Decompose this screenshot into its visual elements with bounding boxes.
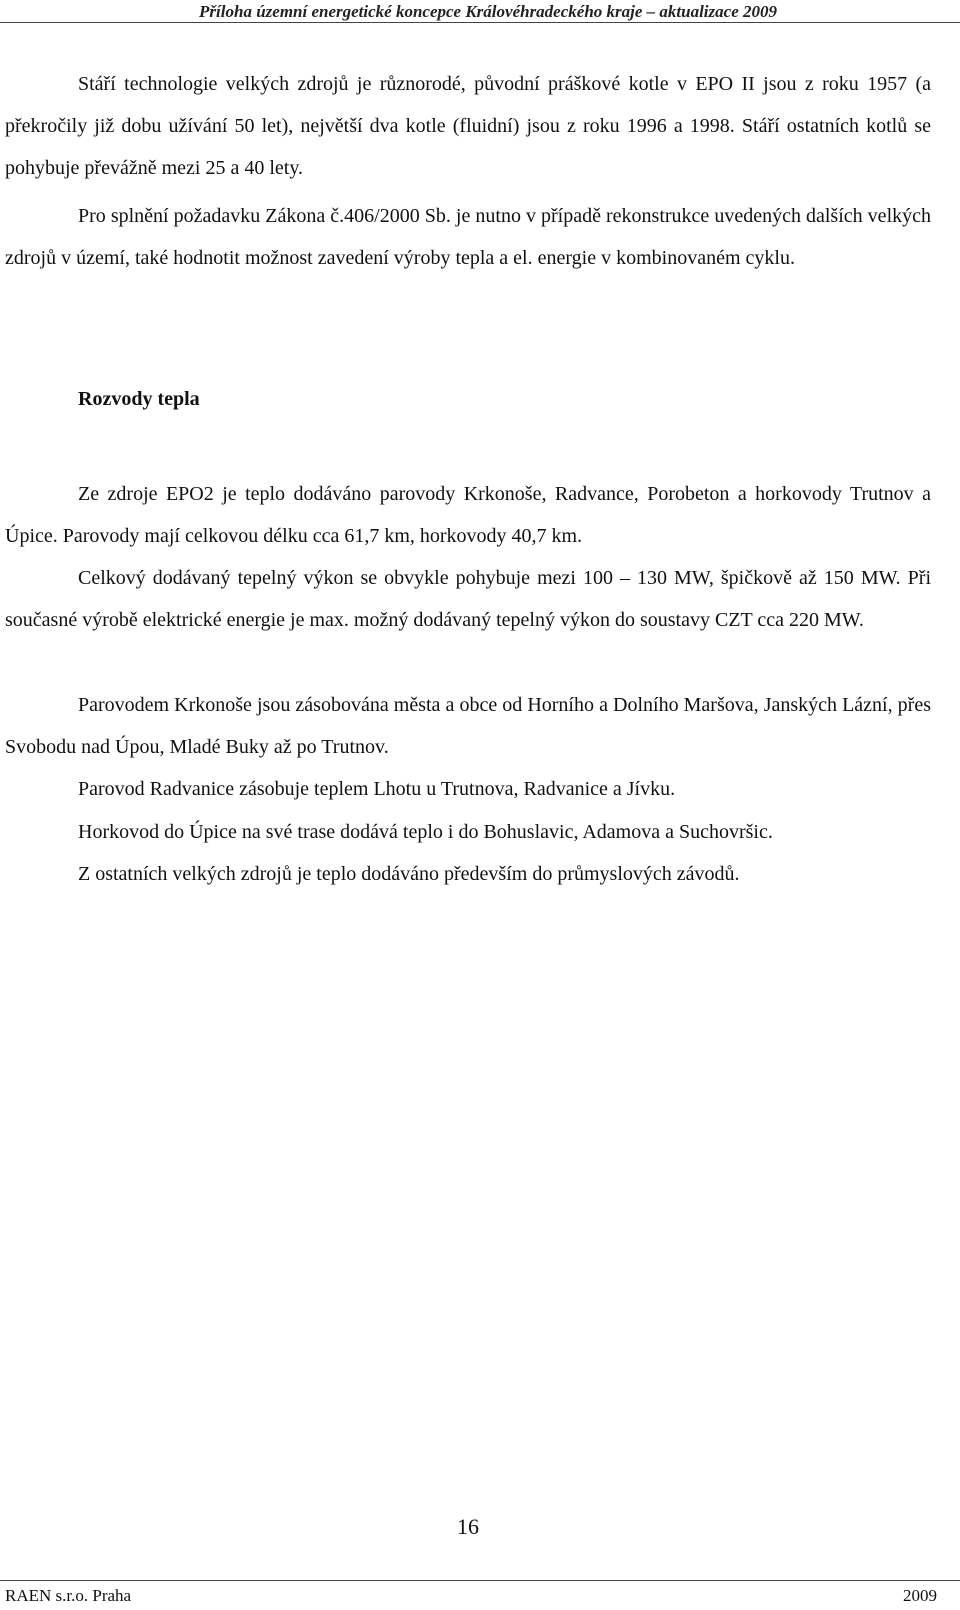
footer-year: 2009 [903, 1586, 937, 1605]
section-heading: Rozvody tepla [78, 388, 200, 410]
footer-company: RAEN s.r.o. Praha [5, 1586, 132, 1605]
paragraph-law-requirement: Pro splnění požadavku Zákona č.406/2000 Sb. je nutno v případě rekonstrukce uvedených dalších velkých zdrojů v území, také hodnotit možnost zavedení výroby tepla a el. energie v kombinovaném cyklu. [5, 205, 931, 269]
page-number: 16 [457, 1514, 479, 1539]
paragraph-technology-age: Stáří technologie velkých zdrojů je různorodé, původní práškové kotle v EPO II jsou z roku 1957 (a překročily již dobu užívání 50 let), největší dva kotle (fluidní) jsou z roku 1996 a 1998. Stáří ostatních kotlů se pohybuje převážně mezi 25 a 40 lety. [5, 73, 931, 179]
paragraph-krkonose-pipeline: Parovodem Krkonoše jsou zásobována města a obce od Horního a Dolního Maršova, Janských Lázní, přes Svobodu nad Úpou, Mladé Buky až po Trutnov. [5, 694, 931, 758]
page-header [0, 0, 960, 23]
paragraph-heat-sources: Ze zdroje EPO2 je teplo dodáváno parovody Krkonoše, Radvance, Porobeton a horkovody Trutnov a Úpice. Parovody mají celkovou délku cca 61,7 km, horkovody 40,7 km. [5, 483, 931, 547]
header-title: Příloha územní energetické koncepce Královéhradeckého kraje – aktualizace 2009 [199, 2, 777, 21]
paragraph-upice-hot-water: Horkovod do Úpice na své trase dodává teplo i do Bohuslavic, Adamova a Suchovršic. [78, 821, 773, 843]
paragraph-heat-output: Celkový dodávaný tepelný výkon se obvykle pohybuje mezi 100 – 130 MW, špičkově až 150 MW. Při současné výrobě elektrické energie je max. možný dodávaný tepelný výkon do soustavy CZT cca 220 MW. [5, 567, 931, 631]
paragraph-other-sources: Z ostatních velkých zdrojů je teplo dodáváno především do průmyslových závodů. [78, 863, 740, 885]
paragraph-radvanice-pipeline: Parovod Radvanice zásobuje teplem Lhotu u Trutnova, Radvanice a Jívku. [78, 778, 676, 800]
page-footer [0, 1580, 960, 1610]
